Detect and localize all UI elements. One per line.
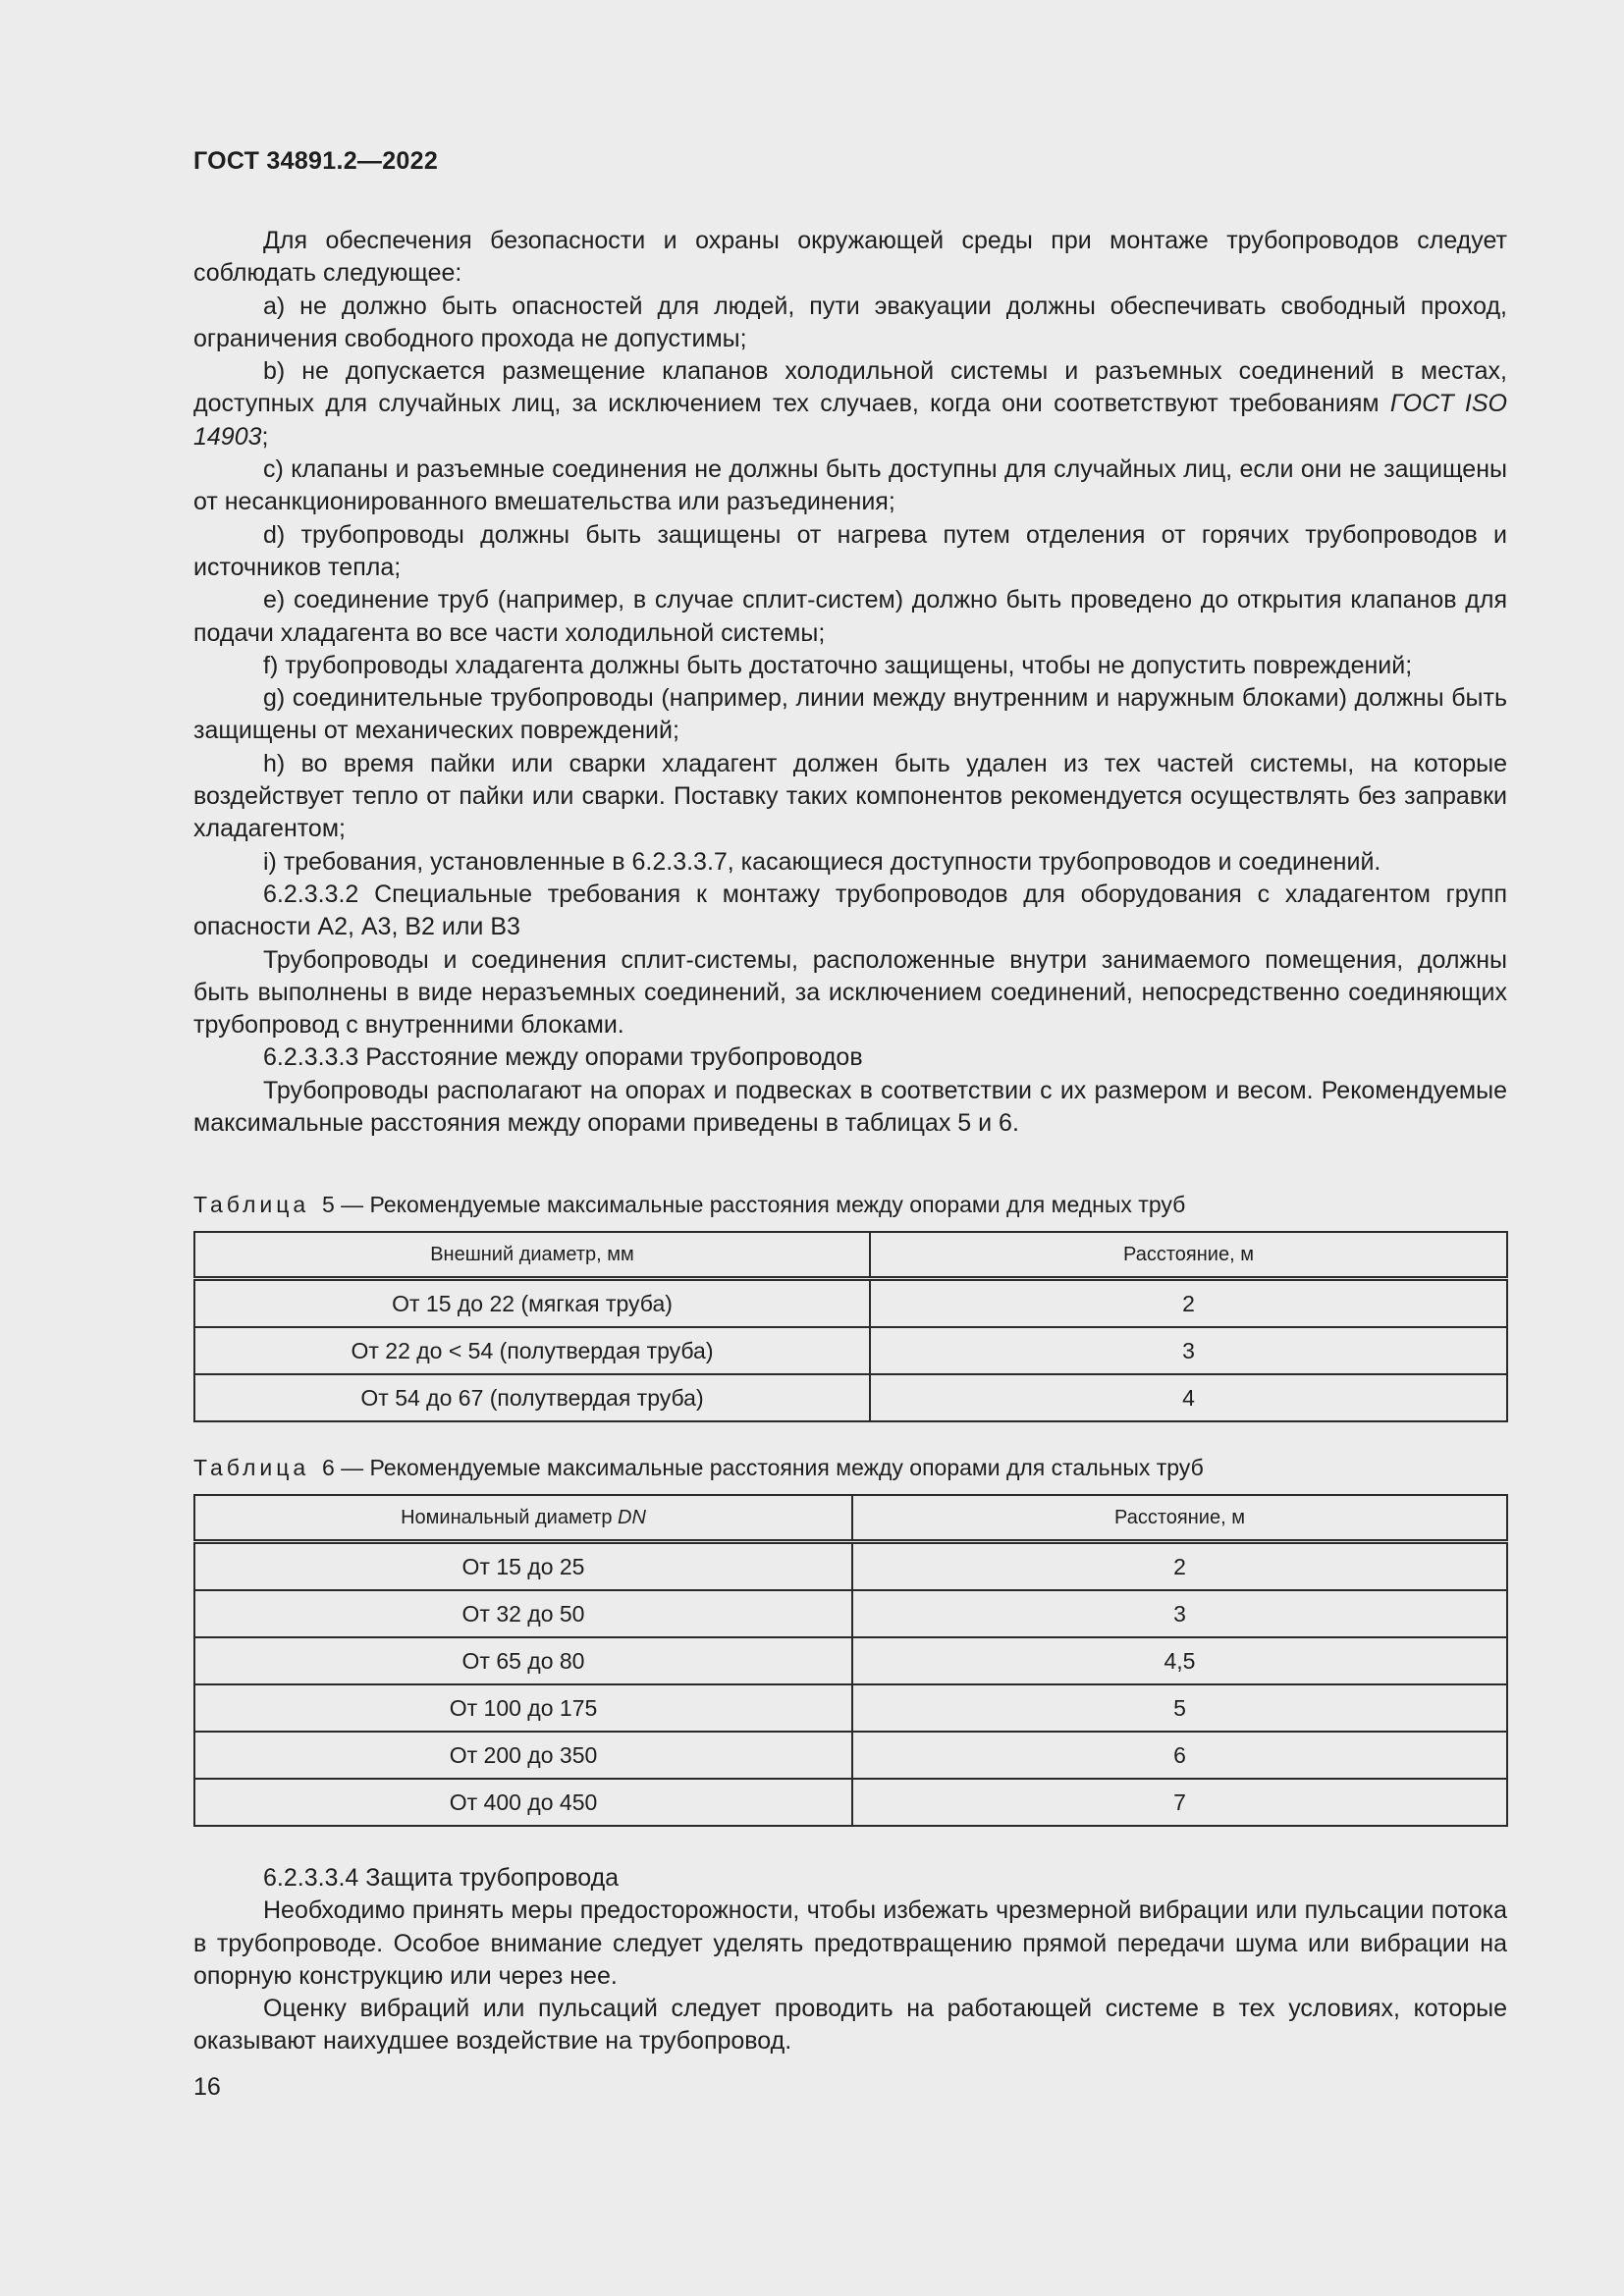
table-row [194, 1374, 1507, 1421]
section-text-6-2-3-3-3: Трубопроводы располагают на опорах и подвесках в соответствии с их размером и весом. Рекомендуемые максимальные расстояния между опорами приведены в таблицах 5 и 6. [193, 1076, 1507, 1138]
table-row [194, 1542, 1507, 1591]
table6-cell-diameter: От 15 до 25 [194, 1542, 852, 1591]
table6-cell-distance: 6 [852, 1732, 1507, 1779]
table-row [194, 1779, 1507, 1826]
table6-cell-distance: 4,5 [852, 1637, 1507, 1684]
list-item-i: i) требования, установленные в 6.2.3.3.7, касающиеся доступности трубопроводов и соединений. [263, 847, 1381, 876]
table5-cell-diameter: От 54 до 67 (полутвердая труба) [194, 1374, 870, 1421]
table5-label: Таблица [193, 1192, 310, 1217]
table5-cell-distance: 3 [870, 1327, 1507, 1374]
table6-cell-diameter: От 65 до 80 [194, 1637, 852, 1684]
table6-caption [193, 1453, 1204, 1482]
list-item-f: f) трубопроводы хладагента должны быть достаточно защищены, чтобы не допустить повреждений; [263, 651, 1413, 679]
table5-header-diameter: Внешний диаметр, мм [194, 1232, 870, 1279]
table6-cell-distance: 2 [852, 1542, 1507, 1591]
table5-cell-distance: 2 [870, 1279, 1507, 1328]
list-item-a: a) не должно быть опасностей для людей, пути эвакуации должны обеспечивать свободный проход, ограничения свободного прохода не допустимы; [193, 292, 1507, 352]
list-item-b-text: b) не допускается размещение клапанов холодильной системы и разъемных соединений в местах, доступных для случайных лиц, за исключением тех случаев, когда они соответствуют требованиям [193, 357, 1507, 418]
table6-label: Таблица [193, 1455, 310, 1480]
table6-cell-diameter: От 400 до 450 [194, 1779, 852, 1826]
table6-header-diameter [194, 1495, 852, 1542]
list-item-b-end: ; [261, 422, 269, 451]
section-heading-6-2-3-3-2: 6.2.3.3.2 Специальные требования к монтажу трубопроводов для оборудования с хладагентом групп опасности А2, А3, В2 или В3 [193, 880, 1507, 941]
section-text-6-2-3-3-4-p2: Оценку вибраций или пульсаций следует проводить на работающей системе в тех условиях, которые оказывают наихудшее воздействие на трубопровод. [193, 1995, 1507, 2056]
table6-caption-text: 6 — Рекомендуемые максимальные расстояния между опорами для стальных труб [321, 1455, 1204, 1480]
section-text-6-2-3-3-2: Трубопроводы и соединения сплит-системы, расположенные внутри занимаемого помещения, должны быть выполнены в виде неразъемных соединений, за исключением соединений, непосредственно соединяющих трубопровод с внутренними блоками. [193, 945, 1507, 1040]
table6-header-diameter-text: Номинальный диаметр [401, 1506, 619, 1528]
section-text-6-2-3-3-4-p1: Необходимо принять меры предосторожности, чтобы избежать чрезмерной вибрации или пульсации потока в трубопроводе. Особое внимание следует уделять предотвращению прямой передачи шума или вибрации на опорную конструкцию или через нее. [193, 1896, 1507, 1990]
list-item-e: e) соединение труб (например, в случае сплит-систем) должно быть проведено до открытия клапанов для подачи хладагента во все части холодильной системы; [193, 586, 1507, 647]
list-item-g: g) соединительные трубопроводы (например, линии между внутренним и наружным блоками) должны быть защищены от механических повреждений; [193, 684, 1507, 745]
table6-header-dn: DN [618, 1506, 646, 1528]
table-row [194, 1327, 1507, 1374]
table5-caption-text: 5 — Рекомендуемые максимальные расстояния между опорами для медных труб [321, 1192, 1186, 1217]
table5 [193, 1231, 1508, 1422]
document-header: ГОСТ 34891.2—2022 [193, 147, 439, 175]
table-row [194, 1590, 1507, 1637]
table6-header-distance: Расстояние, м [852, 1495, 1507, 1542]
table5-header-row [194, 1232, 1507, 1279]
list-item-d: d) трубопроводы должны быть защищены от нагрева путем отделения от горячих трубопроводов и источников тепла; [193, 520, 1507, 581]
standard-reference: ГОСТ ISO 14903 [193, 390, 1507, 451]
table-row [194, 1279, 1507, 1328]
table6-header-row [194, 1495, 1507, 1542]
table5-cell-distance: 4 [870, 1374, 1507, 1421]
list-item-h: h) во время пайки или сварки хладагент должен быть удален из тех частей системы, на которые воздействует тепло от пайки или сварки. Поставку таких компонентов рекомендуется осуществлять без заправки хладагентом; [193, 749, 1507, 843]
table-row [194, 1637, 1507, 1684]
intro-paragraph: Для обеспечения безопасности и охраны окружающей среды при монтаже трубопроводов следует соблюдать следующее: [193, 227, 1507, 288]
table6 [193, 1494, 1508, 1827]
table6-cell-diameter: От 100 до 175 [194, 1684, 852, 1732]
table6-cell-diameter: От 200 до 350 [194, 1732, 852, 1779]
table5-header-distance: Расстояние, м [870, 1232, 1507, 1279]
protection-block [193, 1862, 1507, 2058]
table5-cell-diameter: От 15 до 22 (мягкая труба) [194, 1279, 870, 1328]
table6-cell-diameter: От 32 до 50 [194, 1590, 852, 1637]
table6-cell-distance: 3 [852, 1590, 1507, 1637]
list-item-c: c) клапаны и разъемные соединения не должны быть доступны для случайных лиц, если они не защищены от несанкционированного вмешательства или разъединения; [193, 455, 1507, 516]
table6-cell-distance: 5 [852, 1684, 1507, 1732]
table-row [194, 1684, 1507, 1732]
section-heading-6-2-3-3-3: 6.2.3.3.3 Расстояние между опорами трубопроводов [263, 1043, 863, 1072]
page-number: 16 [193, 2073, 221, 2101]
list-item-b [193, 355, 1507, 454]
table5-caption [193, 1190, 1185, 1219]
table6-cell-distance: 7 [852, 1779, 1507, 1826]
intro-block [193, 225, 1507, 1140]
table5-cell-diameter: От 22 до < 54 (полутвердая труба) [194, 1327, 870, 1374]
section-heading-6-2-3-3-4: 6.2.3.3.4 Защита трубопровода [263, 1864, 620, 1892]
table-row [194, 1732, 1507, 1779]
